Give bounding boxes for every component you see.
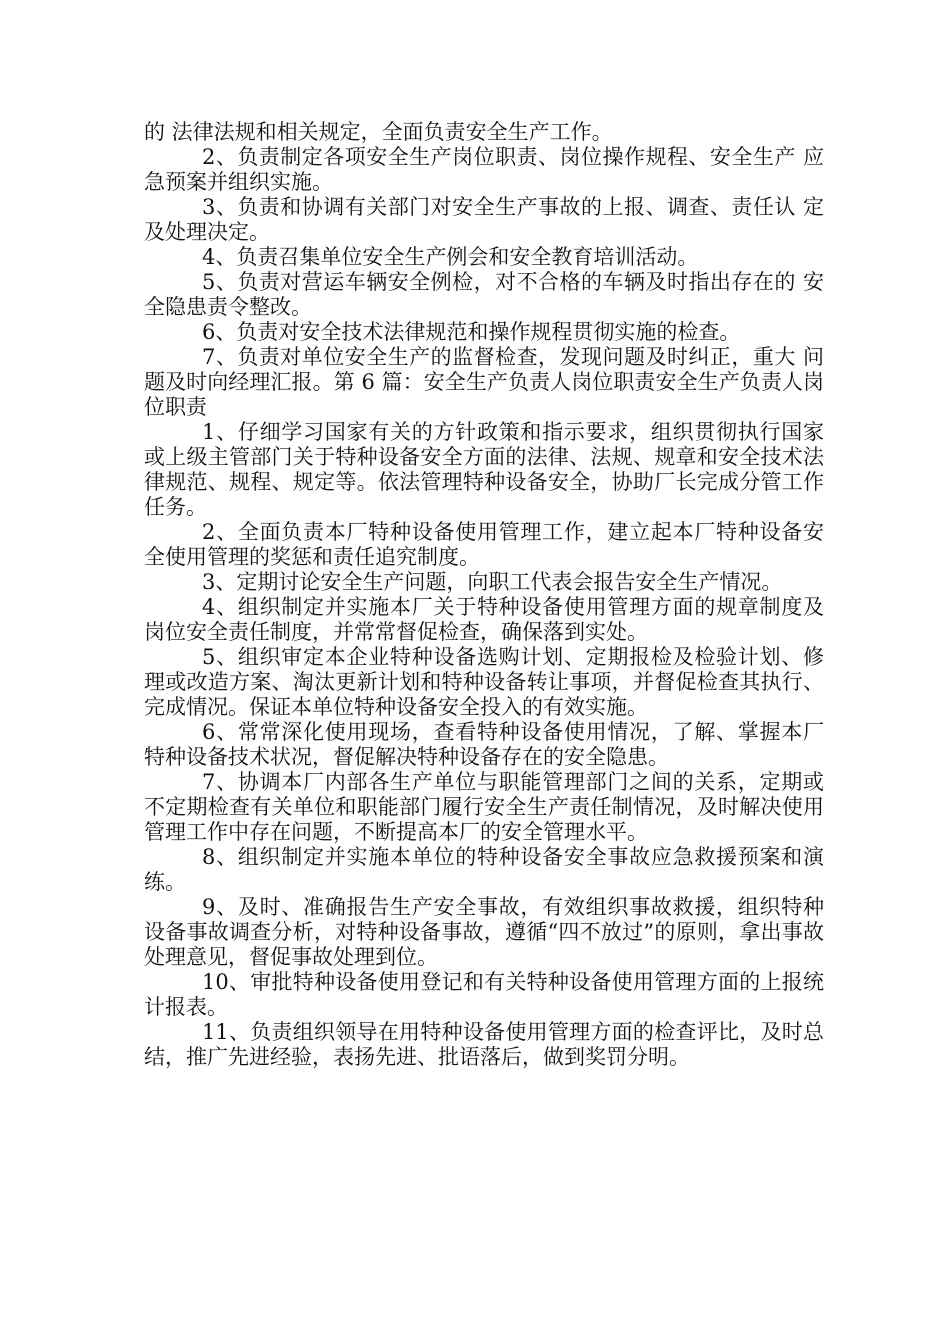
paragraph-item-2: 2、负责制定各项安全生产岗位职责、岗位操作规程、安全生产 应急预案并组织实施。 — [144, 145, 824, 194]
paragraph-duty-5: 5、组织审定本企业特种设备选购计划、定期报检及检验计划、修理或改造方案、淘汰更新计划和特种设备转让事项，并督促检查其执行、完成情况。保证本单位特种设备安全投入的有效实施。 — [144, 645, 824, 719]
paragraph-duty-2: 2、全面负责本厂特种设备使用管理工作，建立起本厂特种设备安全使用管理的奖惩和责任追究制度。 — [144, 520, 824, 569]
paragraph-item-5: 5、负责对营运车辆安全例检，对不合格的车辆及时指出存在的 安全隐患责令整改。 — [144, 270, 824, 319]
paragraph-duty-4: 4、组织制定并实施本厂关于特种设备使用管理方面的规章制度及岗位安全责任制度，并常常督促检查，确保落到实处。 — [144, 595, 824, 644]
paragraph-duty-1: 1、仔细学习国家有关的方针政策和指示要求，组织贯彻执行国家或上级主管部门关于特种设备安全方面的法律、法规、规章和安全技术法律规范、规程、规定等。依法管理特种设备安全，协助厂长完成分管工作任务。 — [144, 420, 824, 519]
paragraph-duty-6: 6、常常深化使用现场，查看特种设备使用情况，了解、掌握本厂特种设备技术状况，督促解决特种设备存在的安全隐患。 — [144, 720, 824, 769]
paragraph-duty-8: 8、组织制定并实施本单位的特种设备安全事故应急救援预案和演练。 — [144, 845, 824, 894]
paragraph-duty-9: 9、及时、准确报告生产安全事故，有效组织事故救援，组织特种设备事故调查分析，对特种设备事故，遵循“四不放过”的原则，拿出事故处理意见，督促事故处理到位。 — [144, 895, 824, 969]
document-body — [144, 120, 824, 1070]
paragraph-duty-3: 3、定期讨论安全生产问题，向职工代表会报告安全生产情况。 — [202, 570, 783, 594]
paragraph-duty-10: 10、审批特种设备使用登记和有关特种设备使用管理方面的上报统计报表。 — [144, 970, 824, 1019]
paragraph-duty-11: 11、负责组织领导在用特种设备使用管理方面的检查评比，及时总结，推广先进经验，表扬先进、批语落后，做到奖罚分明。 — [144, 1020, 824, 1069]
paragraph-continuation: 的 法律法规和相关规定，全面负责安全生产工作。 — [144, 120, 613, 144]
paragraph-item-7-with-section-heading: 7、负责对单位安全生产的监督检查，发现问题及时纠正，重大 问题及时向经理汇报。第 6 篇：安全生产负责人岗位职责安全生产负责人岗位职责 — [144, 345, 824, 419]
paragraph-item-6: 6、负责对安全技术法律规范和操作规程贯彻实施的检查。 — [202, 320, 741, 344]
paragraph-item-4: 4、负责召集单位安全生产例会和安全教育培训活动。 — [202, 245, 699, 269]
paragraph-item-3: 3、负责和协调有关部门对安全生产事故的上报、调查、责任认 定及处理决定。 — [144, 195, 824, 244]
paragraph-duty-7: 7、协调本厂内部各生产单位与职能管理部门之间的关系，定期或不定期检查有关单位和职能部门履行安全生产责任制情况，及时解决使用管理工作中存在问题，不断提高本厂的安全管理水平。 — [144, 770, 824, 844]
